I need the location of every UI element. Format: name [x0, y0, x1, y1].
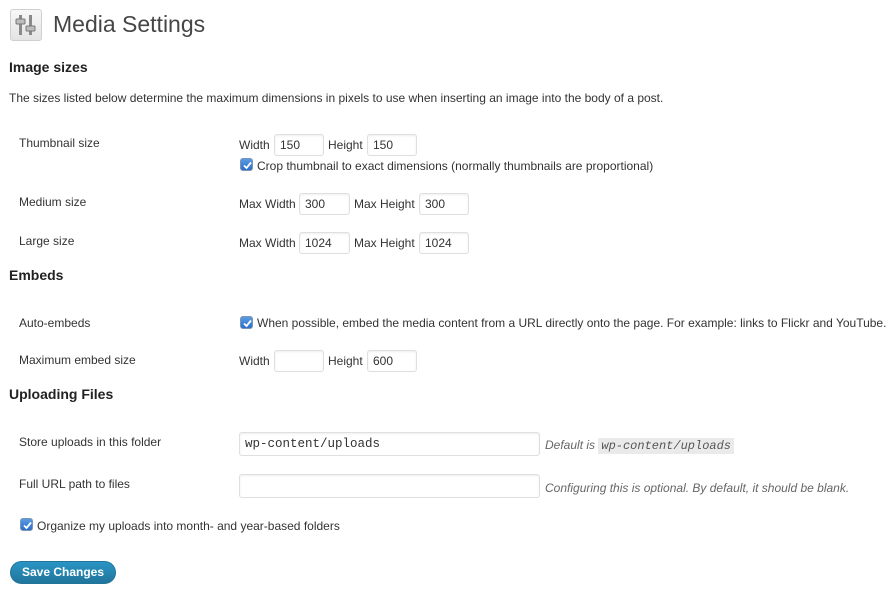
section-title-embeds: Embeds: [9, 267, 64, 283]
default-prefix: Default is: [545, 438, 596, 452]
large-height-input[interactable]: [419, 232, 469, 254]
embed-width-input[interactable]: [274, 350, 324, 372]
crop-thumbnail-checkbox[interactable]: [240, 158, 253, 171]
thumbnail-size-label: Thumbnail size: [19, 136, 100, 150]
auto-embeds-text: When possible, embed the media content from a URL directly onto the page. For example: links to Flickr and YouTube.: [257, 316, 887, 330]
crop-thumbnail-label: Crop thumbnail to exact dimensions (normally thumbnails are proportional): [257, 159, 654, 173]
upload-folder-default-note: [545, 438, 734, 453]
large-width-label: Max Width: [239, 236, 296, 250]
section-title-uploading-files: Uploading Files: [9, 386, 114, 402]
embed-height-label: Height: [328, 354, 363, 368]
embed-width-label: Width: [239, 354, 270, 368]
medium-width-label: Max Width: [239, 197, 296, 211]
upload-folder-label: Store uploads in this folder: [19, 435, 162, 449]
page-title: Media Settings: [53, 11, 206, 37]
large-width-input[interactable]: [299, 232, 350, 254]
save-changes-button[interactable]: Save Changes: [10, 561, 116, 584]
embed-height-input[interactable]: [367, 350, 417, 372]
image-sizes-description: The sizes listed below determine the maximum dimensions in pixels to use when inserting an image into the body of a post.: [9, 91, 664, 105]
max-embed-size-label: Maximum embed size: [19, 353, 136, 367]
url-path-label: Full URL path to files: [19, 477, 130, 491]
settings-sliders-icon: [10, 9, 42, 41]
medium-size-label: Medium size: [19, 195, 87, 209]
upload-folder-input[interactable]: [239, 432, 540, 456]
thumbnail-height-input[interactable]: [367, 134, 417, 156]
organize-uploads-label: Organize my uploads into month- and year-based folders: [37, 519, 340, 533]
large-size-label: Large size: [19, 234, 75, 248]
default-folder-value: wp-content/uploads: [598, 438, 734, 454]
thumbnail-width-label: Width: [239, 138, 270, 152]
medium-height-label: Max Height: [354, 197, 415, 211]
thumbnail-width-input[interactable]: [274, 134, 324, 156]
organize-uploads-checkbox[interactable]: [20, 518, 33, 531]
url-path-note: Configuring this is optional. By default, it should be blank.: [545, 481, 850, 495]
auto-embeds-checkbox[interactable]: [240, 316, 253, 329]
thumbnail-height-label: Height: [328, 138, 363, 152]
url-path-input[interactable]: [239, 474, 540, 498]
medium-height-input[interactable]: [419, 193, 469, 215]
medium-width-input[interactable]: [299, 193, 350, 215]
section-title-image-sizes: Image sizes: [9, 59, 88, 75]
auto-embeds-label: Auto-embeds: [19, 316, 91, 330]
large-height-label: Max Height: [354, 236, 415, 250]
